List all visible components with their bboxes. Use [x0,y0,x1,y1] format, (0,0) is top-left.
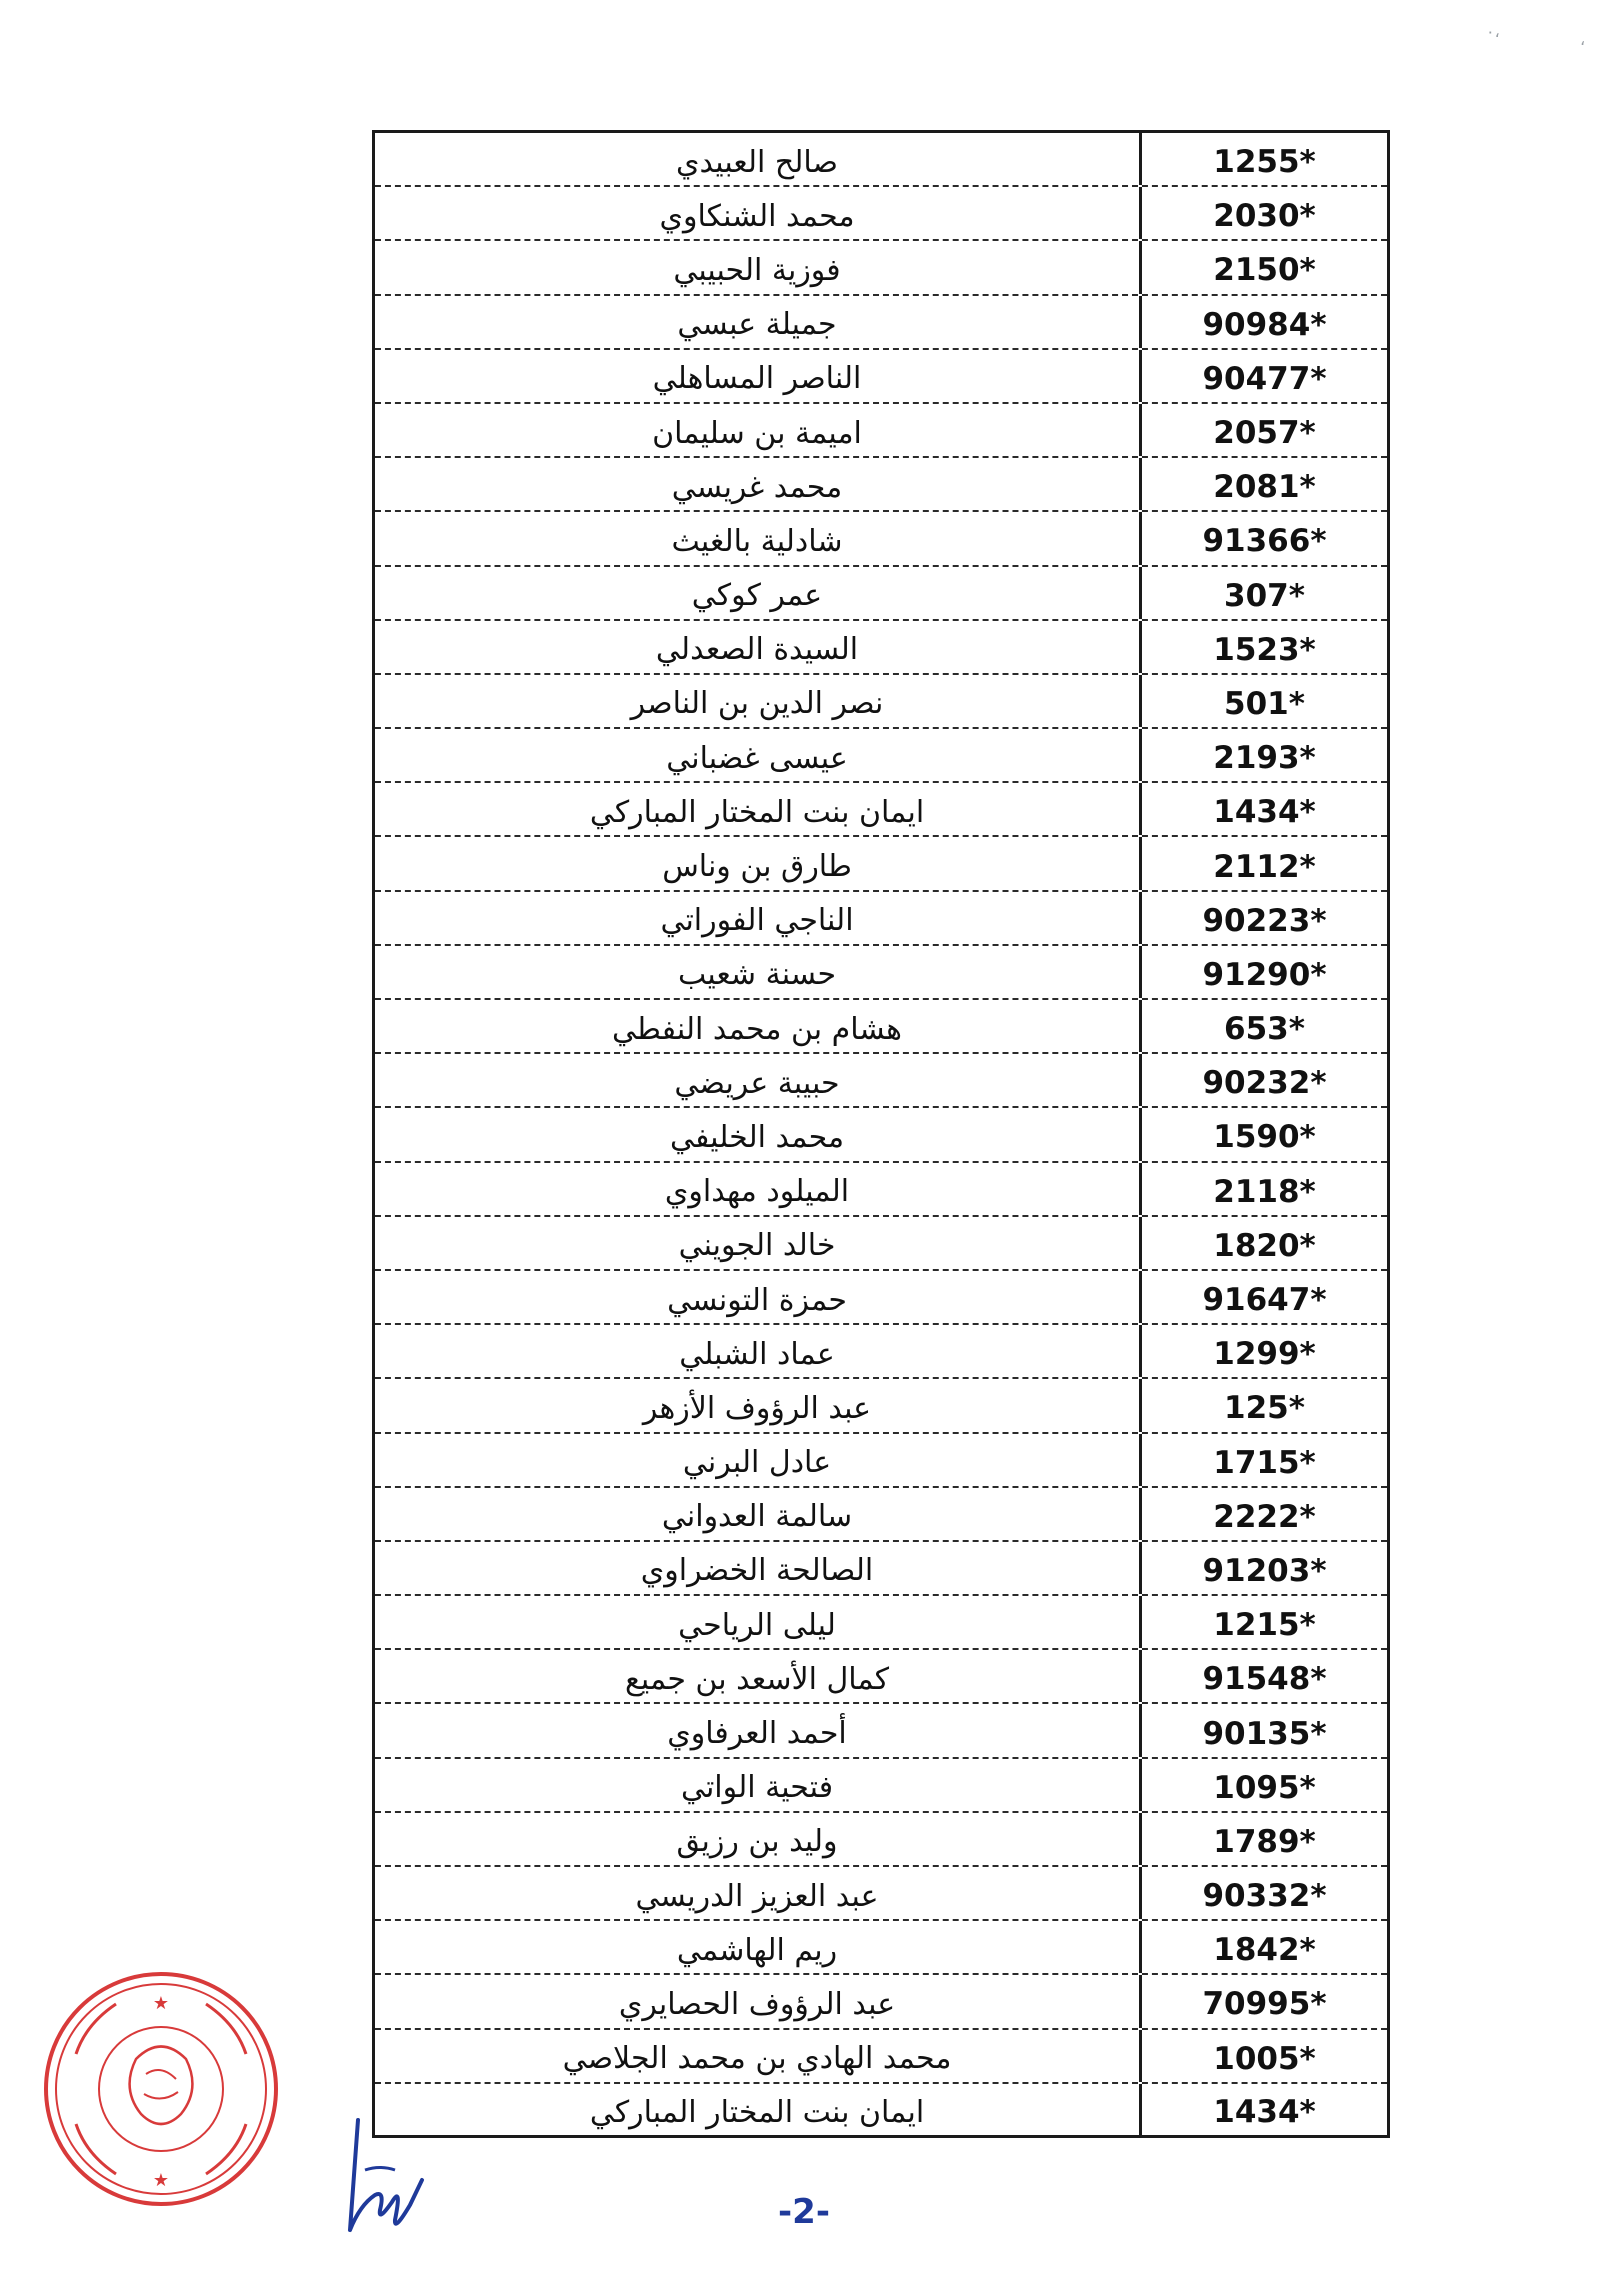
id-number-cell: 1820* [1139,1217,1387,1269]
person-name-cell: كمال الأسعد بن جميع [624,1661,890,1697]
id-number-cell: 501* [1139,675,1387,727]
person-name-cell: محمد الهادي بن محمد الجلاصي [562,2041,952,2077]
person-name-cell: محمد الشنكاوي [659,198,855,234]
table-row [375,729,1387,783]
id-number-cell: 2150* [1139,241,1387,293]
table-row [375,2030,1387,2084]
table-row [375,1867,1387,1921]
id-number-cell: 70995* [1139,1975,1387,2027]
table-row [375,1921,1387,1975]
table-row [375,1000,1387,1054]
id-number-cell: 2112* [1139,837,1387,889]
id-number-cell: 1715* [1139,1434,1387,1486]
id-number-cell: 1434* [1139,783,1387,835]
id-number-cell: 653* [1139,1000,1387,1052]
table-row [375,2084,1387,2138]
scan-artifact-mark: ، [1580,30,1586,49]
table-row [375,404,1387,458]
person-name-cell: عبد الرؤوف الأزهر [642,1390,872,1426]
table-row [375,296,1387,350]
person-name-cell: صالح العبيدي [676,144,838,180]
table-row [375,1596,1387,1650]
person-name-cell: جميلة عبسي [677,307,837,343]
official-stamp-seal [36,1964,286,2214]
table-row [375,1325,1387,1379]
table-row [375,567,1387,621]
person-name-cell: عبد الرؤوف الحصايري [618,1986,896,2022]
person-name-cell: خالد الجويني [678,1228,836,1264]
id-number-cell: 1005* [1139,2030,1387,2082]
id-number-cell: 2030* [1139,187,1387,239]
person-name-cell: السيدة الصعدلي [655,632,859,668]
id-number-cell: 2118* [1139,1163,1387,1215]
person-name-cell: الميلود مهداوي [664,1174,850,1210]
person-name-cell: ليلى الرياحي [678,1607,836,1643]
table-row [375,512,1387,566]
table-row [375,783,1387,837]
table-row [375,1975,1387,2029]
table-row [375,1488,1387,1542]
person-name-cell: حمزة التونسي [667,1282,847,1318]
id-number-cell: 91366* [1139,512,1387,564]
person-name-cell: وليد بن رزيق [676,1824,838,1860]
signature-scribble [340,2110,430,2240]
table-row [375,1163,1387,1217]
person-name-cell: محمد الخليفي [669,1119,845,1155]
roster-table [372,130,1390,2138]
person-name-cell: ريم الهاشمي [676,1932,838,1968]
table-row [375,892,1387,946]
id-number-cell: 1255* [1139,133,1387,185]
id-number-cell: 1299* [1139,1325,1387,1377]
id-number-cell: 2057* [1139,404,1387,456]
table-row [375,1813,1387,1867]
person-name-cell: طارق بن وناس [662,849,852,885]
id-number-cell: 2222* [1139,1488,1387,1540]
table-row [375,1759,1387,1813]
person-name-cell: عمر كوكي [691,578,823,614]
svg-text:★: ★ [152,2170,170,2191]
id-number-cell: 2193* [1139,729,1387,781]
id-number-cell: 1434* [1139,2084,1387,2135]
person-name-cell: أحمد العرفاوي [667,1716,847,1752]
person-name-cell: فوزية الحبيبي [673,252,841,288]
person-name-cell: فتحية الواتي [680,1770,834,1806]
id-number-cell: 1095* [1139,1759,1387,1811]
id-number-cell: 90332* [1139,1867,1387,1919]
person-name-cell: عبد العزيز الدريسي [635,1878,879,1914]
svg-text:★: ★ [152,1993,170,2014]
id-number-cell: 1842* [1139,1921,1387,1973]
table-row [375,1054,1387,1108]
page-number: -2- [778,2192,830,2232]
id-number-cell: 90232* [1139,1054,1387,1106]
table-row [375,187,1387,241]
person-name-cell: سالمة العدواني [661,1499,853,1535]
person-name-cell: هشام بن محمد النفطي [612,1011,902,1047]
table-row [375,946,1387,1000]
id-number-cell: 1789* [1139,1813,1387,1865]
table-row [375,1542,1387,1596]
table-row [375,675,1387,729]
id-number-cell: 91290* [1139,946,1387,998]
person-name-cell: ايمان بنت المختار المباركي [589,2094,925,2130]
id-number-cell: 90223* [1139,892,1387,944]
table-row [375,1271,1387,1325]
id-number-cell: 90135* [1139,1704,1387,1756]
table-row [375,1650,1387,1704]
id-number-cell: 1215* [1139,1596,1387,1648]
person-name-cell: شادلية بالغيث [671,523,843,559]
person-name-cell: حبيبة عريضي [674,1065,840,1101]
person-name-cell: عماد الشبلي [679,1336,835,1372]
person-name-cell: ايمان بنت المختار المباركي [589,794,925,830]
table-row [375,1379,1387,1433]
table-row [375,1108,1387,1162]
table-row [375,350,1387,404]
id-number-cell: 1523* [1139,621,1387,673]
table-row [375,133,1387,187]
person-name-cell: نصر الدين بن الناصر [630,686,884,722]
table-row [375,837,1387,891]
person-name-cell: الناصر المساهلي [652,361,862,397]
id-number-cell: 90477* [1139,350,1387,402]
table-row [375,458,1387,512]
id-number-cell: 2081* [1139,458,1387,510]
table-row [375,1434,1387,1488]
id-number-cell: 307* [1139,567,1387,619]
table-row [375,621,1387,675]
table-row [375,1217,1387,1271]
id-number-cell: 125* [1139,1379,1387,1431]
id-number-cell: 91647* [1139,1271,1387,1323]
id-number-cell: 91203* [1139,1542,1387,1594]
table-row [375,241,1387,295]
person-name-cell: حسنة شعيب [677,957,837,993]
person-name-cell: محمد غريسي [671,469,843,505]
person-name-cell: الصالحة الخضراوي [640,1553,874,1589]
person-name-cell: اميمة بن سليمان [652,415,862,451]
scan-artifact-mark: ٠، [1486,22,1500,41]
person-name-cell: الناجي الفوراتي [660,903,854,939]
table-row [375,1704,1387,1758]
person-name-cell: عادل البرني [682,1445,832,1481]
id-number-cell: 90984* [1139,296,1387,348]
id-number-cell: 91548* [1139,1650,1387,1702]
person-name-cell: عيسى غضباني [666,740,848,776]
id-number-cell: 1590* [1139,1108,1387,1160]
